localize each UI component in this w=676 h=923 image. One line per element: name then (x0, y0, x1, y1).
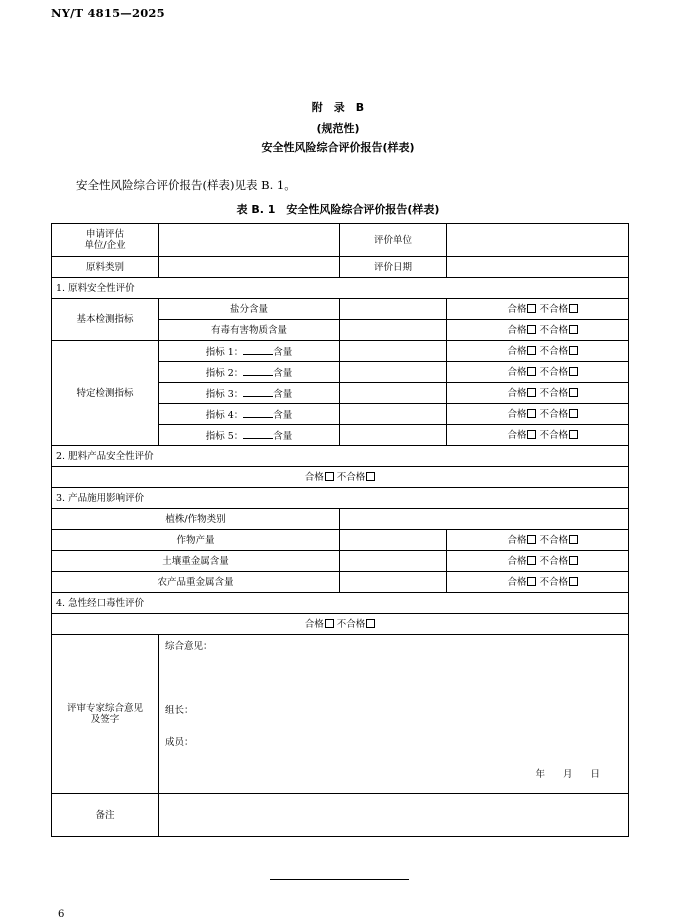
table-row (52, 278, 629, 299)
checkbox-icon (527, 556, 536, 565)
checkbox-icon (569, 304, 578, 313)
checkbox-icon (366, 619, 375, 628)
section-4-heading: 4. 急性经口毒性评价 (52, 593, 629, 614)
pass-fail-options: 合格 不合格 (52, 614, 629, 635)
table-row (52, 488, 629, 509)
opinion-label: 综合意见： (165, 641, 213, 652)
section-3-heading: 3. 产品施用影响评价 (52, 488, 629, 509)
checkbox-icon (527, 367, 536, 376)
expert-opinion-label: 评审专家综合意见 及签字 (52, 635, 159, 794)
assessor-value (447, 224, 629, 257)
soil-metal-value (340, 551, 447, 572)
assessor-label: 评价单位 (340, 224, 447, 257)
material-type-value (159, 257, 340, 278)
pass-fail-options: 合格 不合格 (447, 551, 629, 572)
checkbox-icon (527, 304, 536, 313)
checkbox-icon (569, 346, 578, 355)
pass-fail-options: 合格 不合格 (52, 467, 629, 488)
salt-content-label: 盐分含量 (159, 299, 340, 320)
checkbox-icon (527, 430, 536, 439)
pass-fail-options: 合格 不合格 (447, 320, 629, 341)
indicator-5-value (340, 425, 447, 446)
pass-fail-options: 合格 不合格 (447, 530, 629, 551)
checkbox-icon (569, 556, 578, 565)
indicator-2-value (340, 362, 447, 383)
pass-fail-options: 合格 不合格 (447, 299, 629, 320)
applicant-value (159, 224, 340, 257)
crop-metal-value (340, 572, 447, 593)
table-row (52, 467, 629, 488)
table-row (52, 509, 629, 530)
checkbox-icon (569, 367, 578, 376)
checkbox-icon (527, 577, 536, 586)
crop-metal-label: 农产品重金属含量 (52, 572, 340, 593)
expert-opinion-box (159, 635, 629, 794)
checkbox-icon (569, 325, 578, 334)
table-row (52, 551, 629, 572)
table-row (52, 257, 629, 278)
basic-indicators-label: 基本检测指标 (52, 299, 159, 341)
pass-fail-options: 合格 不合格 (447, 341, 629, 362)
table-caption: 表 B. 1 安全性风险综合评价报告(样表) (236, 203, 440, 216)
page-number: 6 (58, 909, 65, 920)
indicator-1-label: 指标 1： 含量 (159, 341, 340, 362)
standard-code: NY/T 4815—2025 (51, 6, 165, 20)
signature-date: 年 月 日 (535, 769, 600, 780)
checkbox-icon (527, 388, 536, 397)
checkbox-icon (569, 388, 578, 397)
specific-indicators-label: 特定检测指标 (52, 341, 159, 446)
table-row (52, 299, 629, 320)
checkbox-icon (569, 409, 578, 418)
checkbox-icon (325, 619, 334, 628)
pass-fail-options: 合格 不合格 (447, 572, 629, 593)
toxic-content-label: 有毒有害物质含量 (159, 320, 340, 341)
table-row (52, 530, 629, 551)
checkbox-icon (527, 409, 536, 418)
indicator-3-label: 指标 3： 含量 (159, 383, 340, 404)
plant-type-label: 植株/作物类别 (52, 509, 340, 530)
table-row (52, 794, 629, 837)
table-row (52, 572, 629, 593)
table-row (52, 614, 629, 635)
checkbox-icon (569, 430, 578, 439)
plant-type-value (340, 509, 629, 530)
intro-text: 安全性风险综合评价报告(样表)见表 B. 1。 (76, 178, 296, 192)
checkbox-icon (527, 346, 536, 355)
checkbox-icon (325, 472, 334, 481)
end-line (270, 879, 409, 880)
indicator-5-label: 指标 5： 含量 (159, 425, 340, 446)
table-row (52, 341, 629, 362)
normative-label: (规范性) (316, 122, 360, 135)
leader-label: 组长： (165, 705, 194, 716)
pass-fail-options: 合格 不合格 (447, 383, 629, 404)
indicator-2-label: 指标 2： 含量 (159, 362, 340, 383)
toxic-content-value (340, 320, 447, 341)
section-2-heading: 2. 肥料产品安全性评价 (52, 446, 629, 467)
crop-yield-label: 作物产量 (52, 530, 340, 551)
table-row (52, 593, 629, 614)
members-label: 成员： (165, 737, 194, 748)
crop-yield-value (340, 530, 447, 551)
table-row (52, 446, 629, 467)
checkbox-icon (527, 535, 536, 544)
pass-fail-options: 合格 不合格 (447, 362, 629, 383)
remarks-label: 备注 (52, 794, 159, 837)
remarks-value (159, 794, 629, 837)
salt-content-value (340, 299, 447, 320)
appendix-title: 附 录 B (311, 101, 365, 114)
indicator-3-value (340, 383, 447, 404)
checkbox-icon (366, 472, 375, 481)
soil-metal-label: 土壤重金属含量 (52, 551, 340, 572)
checkbox-icon (569, 577, 578, 586)
applicant-label: 申请评估 单位/企业 (52, 224, 159, 257)
checkbox-icon (569, 535, 578, 544)
section-1-heading: 1. 原料安全性评价 (52, 278, 629, 299)
checkbox-icon (527, 325, 536, 334)
pass-fail-options: 合格 不合格 (447, 404, 629, 425)
assessment-report-table (51, 223, 629, 837)
assess-date-label: 评价日期 (340, 257, 447, 278)
pass-fail-options: 合格 不合格 (447, 425, 629, 446)
assess-date-value (447, 257, 629, 278)
indicator-4-label: 指标 4： 含量 (159, 404, 340, 425)
indicator-4-value (340, 404, 447, 425)
table-row (52, 224, 629, 257)
report-title: 安全性风险综合评价报告(样表) (261, 141, 415, 154)
table-row (52, 635, 629, 794)
indicator-1-value (340, 341, 447, 362)
material-type-label: 原料类别 (52, 257, 159, 278)
